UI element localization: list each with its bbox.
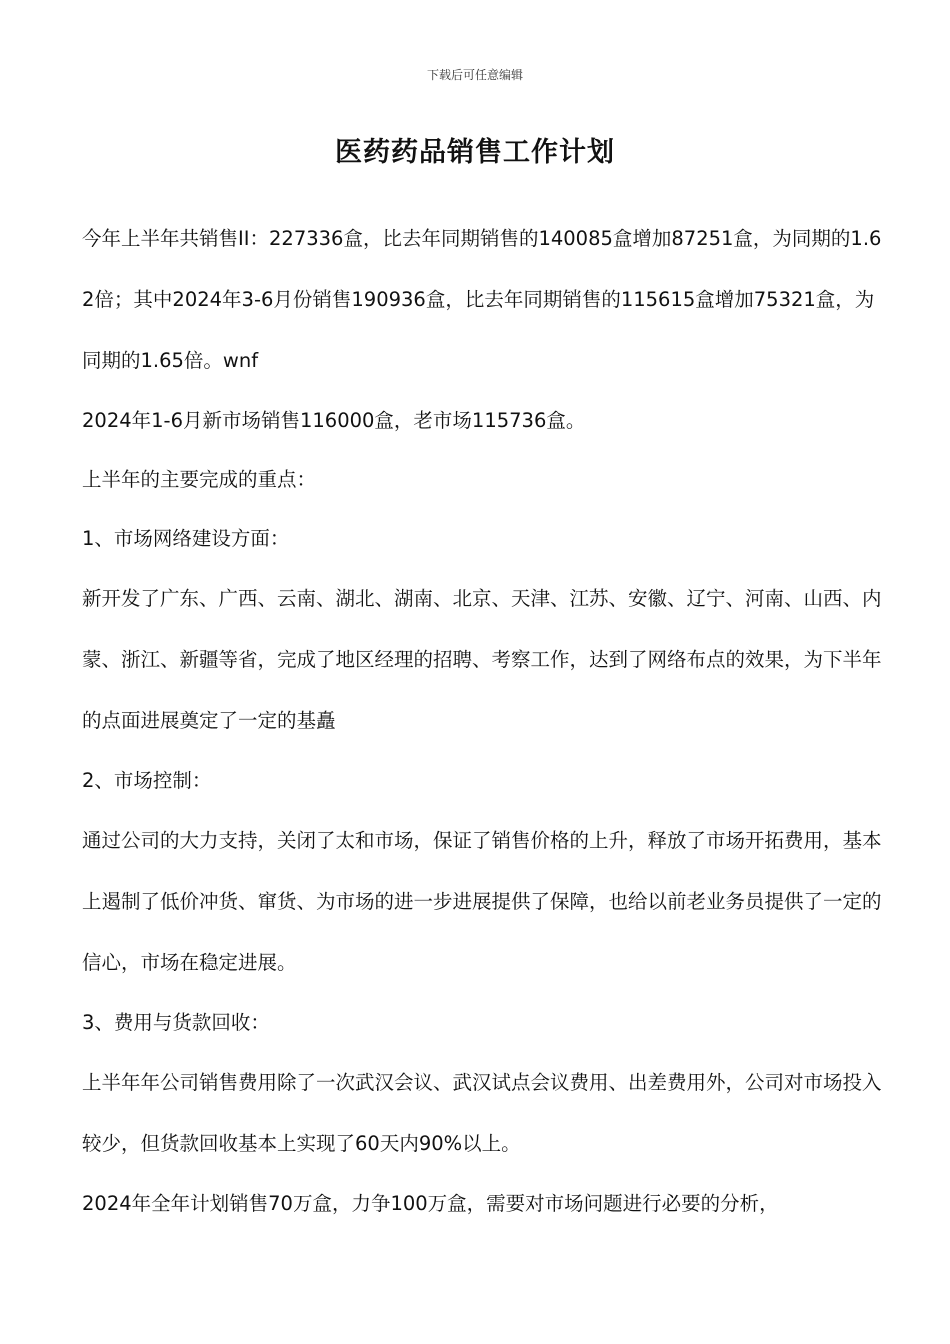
section-heading-network: 1、市场网络建设方面： (82, 527, 290, 550)
section-heading-expenses: 3、费用与货款回收： (82, 1011, 270, 1034)
paragraph-annual-plan: 2024年全年计划销售70万盒，力争100万盒，需要对市场问题进行必要的分析， (82, 1192, 779, 1215)
paragraph-market-control: 通过公司的大力支持，关闭了太和市场，保证了销售价格的上升，释放了市场开拓费用，基本上遏制了低价冲货、窜货、为市场的进一步进展提供了保障，也给以前老业务员提供了一定的信心，市场在稳定进展。 (82, 829, 882, 974)
document-body (82, 208, 882, 1233)
paragraph-network-development: 新开发了广东、广西、云南、湖北、湖南、北京、天津、江苏、安徽、辽宁、河南、山西、内蒙、浙江、新疆等省，完成了地区经理的招聘、考察工作，达到了网络布点的效果，为下半年的点面进展奠定了一定的基矗 (82, 587, 882, 732)
paragraph-market-split: 2024年1-6月新市场销售116000盒，老市场115736盒。 (82, 409, 586, 432)
paragraph-key-achievements-heading: 上半年的主要完成的重点： (82, 468, 317, 491)
header-note: 下载后可任意编辑 (426, 68, 523, 82)
document-title: 医药药品销售工作计划 (335, 137, 615, 168)
section-heading-market-control: 2、市场控制： (82, 769, 212, 792)
paragraph-expenses: 上半年年公司销售费用除了一次武汉会议、武汉试点会议费用、出差费用外，公司对市场投入较少，但货款回收基本上实现了60天内90%以上。 (82, 1071, 882, 1155)
paragraph-sales-summary: 今年上半年共销售II：227336盒，比去年同期销售的140085盒增加87251盒，为同期的1.62倍；其中2024年3-6月份销售190936盒，比去年同期销售的115615盒增加75321盒，为同期的1.65倍。wnf (82, 227, 882, 372)
